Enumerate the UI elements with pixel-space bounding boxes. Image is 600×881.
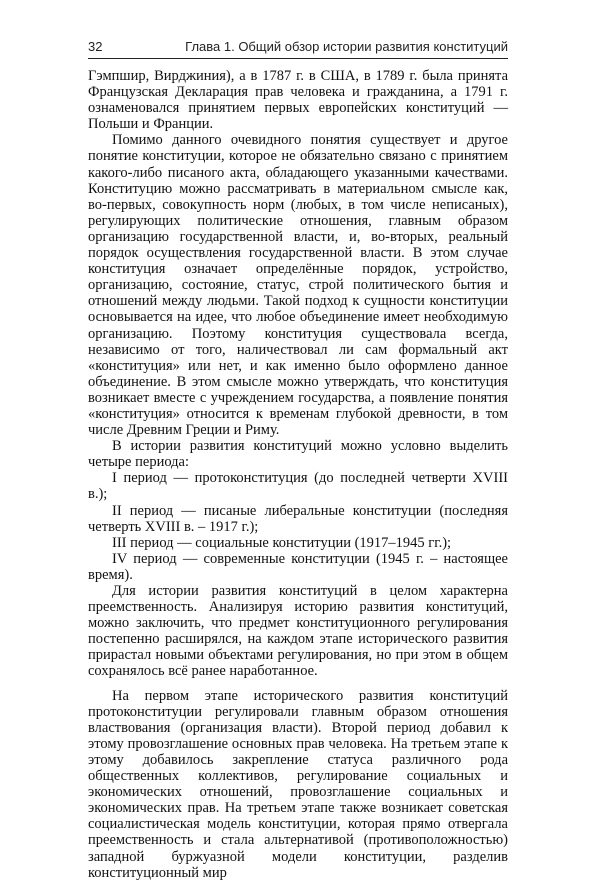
paragraph: Гэмпшир, Вирджиния), а в 1787 г. в США, в 1789 г. была принята Французская Декларация прав человека и гражданина, а 1791 г. ознаменовался принятием первых европейских конституций — Польши и Франции. <box>88 68 508 133</box>
period-item: I период — протоконституция (до последней четверти XVIII в.); <box>88 470 508 503</box>
page-number: 32 <box>88 39 103 54</box>
period-item: IV период — современные конституции (1945 г. – настоящее время). <box>88 550 508 583</box>
running-head: Глава 1. Общий обзор истории развития конституций <box>185 39 508 54</box>
page-header <box>88 38 508 59</box>
paragraph: В истории развития конституций можно условно выделить четыре периода: <box>88 438 508 471</box>
paragraph: На первом этапе исторического развития конституций протоконституции регулировали главным образом отношения властвования (организация власти). Второй период добавил к этому провозглашение основных прав человека. На третьем этапе к этому добавилось закрепление статуса различного рода общественных коллективов, регулирование социальных и экономических отношений, провозглашение социальных и экономических прав. На третьем этапе также возникает советская социалистическая модель конституции, которая прямо отвергала преемственность и стала альтернативой (противоположностью) западной буржуазной модели конституции, разделив конституционный мир <box>88 687 508 881</box>
paragraph: Помимо данного очевидного понятия существует и другое понятие конституции, которое не обязательно связано с принятием какого-либо писаного акта, обладающего указанными качествами. Конституцию можно рассматривать в материальном смысле как, во-первых, совокупность норм (любых, в том числе неписаных), регулирующих политические отношения, главным образом организацию государственной власти, и, во-вторых, реальный порядок осуществления государственной власти. В этом случае конституция означает определённые порядок, устройство, организацию, состояние, статус, строй политического бытия и отношений между людьми. Такой подход к сущности конституции основывается на идее, что любое объединение имеет необходимую организацию. Поэтому конституция существовала всегда, независимо от того, наличествовал ли сам формальный акт «конституция» или нет, и как именно было оформлено данное объединение. В этом смысле можно утверждать, что конституция возникает вместе с учреждением государства, а появление понятия «конституция» относится к временам глубокой древности, в том числе Древним Греции и Риму. <box>88 132 508 439</box>
period-item: II период — писаные либеральные конституции (последняя четверть XVIII в. – 1917 г.); <box>88 502 508 535</box>
body-text <box>88 68 508 881</box>
paragraph: Для истории развития конституций в целом характерна преемственность. Анализируя историю развития конституций, можно заключить, что предмет конституционного регулирования постепенно расширялся, на каждом этапе исторического развития прирастал новыми объектами регулирования, но при этом в общем сохранялось всё ранее наработанное. <box>88 583 508 680</box>
period-item: III период — социальные конституции (1917–1945 гг.); <box>112 534 452 551</box>
